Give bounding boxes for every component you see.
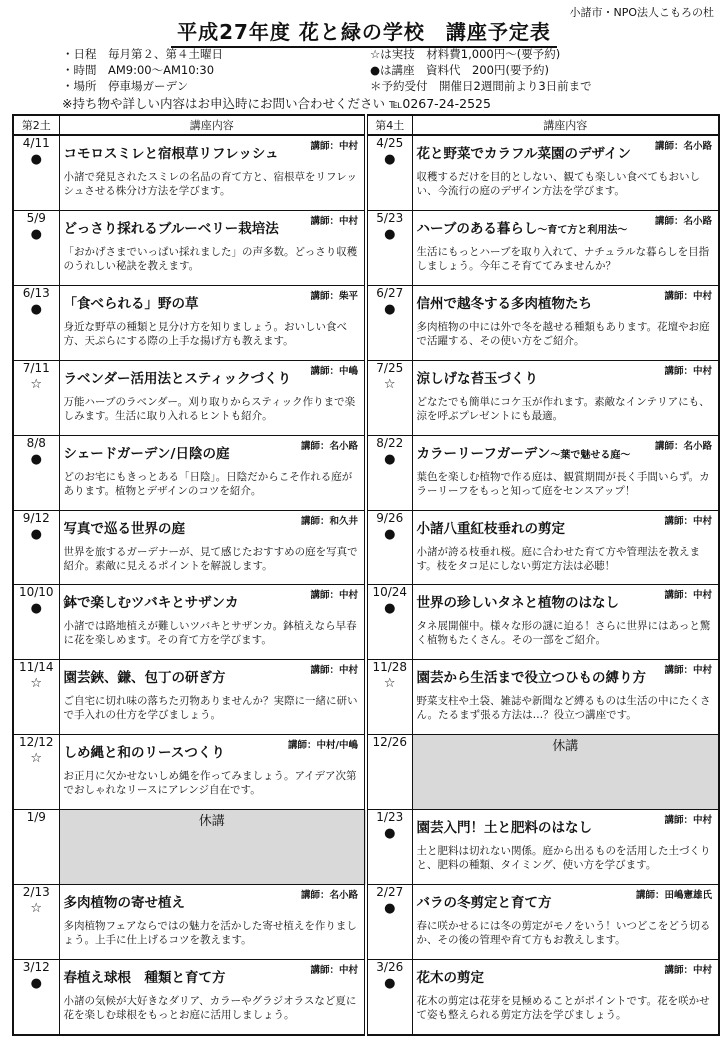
lecture-type-mark: ● xyxy=(30,601,42,617)
lecture-cell xyxy=(412,585,719,660)
lecture-description: 身近な野草の種類と見分け方を知りましょう。おいしい食べ方、天ぷらにする際の上手な揚げ方も教えます。 xyxy=(63,320,347,347)
lecture-title: 多肉植物の寄せ植え xyxy=(63,895,185,912)
lecture-title-wrap xyxy=(64,217,279,237)
lecture-title: コモロスミレと宿根草リフレッシュ xyxy=(63,146,279,162)
lecture-title-wrap xyxy=(64,591,239,611)
lecture-title-wrap xyxy=(64,142,279,162)
lecturer: 講師：田嶋憲雄氏 xyxy=(635,890,712,902)
lecture-type-mark: ● xyxy=(30,451,42,467)
lecturer: 講師：中村/中嶋 xyxy=(288,740,358,752)
holiday-cell xyxy=(412,735,719,810)
lecture-title: カラーリーフガーデン xyxy=(416,445,551,462)
lecture-date: 5/23 xyxy=(376,210,404,225)
lecture-title-wrap xyxy=(64,891,186,911)
date-cell xyxy=(13,585,59,660)
lecture-date: 11/14 xyxy=(18,660,54,675)
lecturer: 講師：名小路 xyxy=(300,890,358,902)
lecturer: 講師：中村 xyxy=(664,515,712,527)
lecture-cell xyxy=(59,660,366,735)
lecture-description: 生活にもっとハーブを取り入れて、ナチュラルな暮らしを目指しましょう。今年こそ育ててみませんか？ xyxy=(416,245,710,272)
lecture-type-mark: ● xyxy=(384,226,396,242)
lecture-cell xyxy=(59,360,366,435)
lecture-title: 小諸八重紅枝垂れの剪定 xyxy=(416,520,565,537)
lecture-cell xyxy=(412,360,719,435)
table-row xyxy=(13,810,719,885)
lecture-cell xyxy=(59,285,366,360)
lecture-date: 7/25 xyxy=(376,360,404,375)
info-line: ●は講座 資料代 200円(要予約) xyxy=(370,63,549,77)
lecture-cell xyxy=(59,885,366,960)
lecture-title-wrap xyxy=(417,891,552,911)
lecture-description: ご自宅に切れ味の落ちた刃物ありませんか？実際に一緒に研いで手入れの仕方を学びましょう。 xyxy=(63,695,358,722)
lecture-type-mark: ● xyxy=(384,152,396,167)
lecture-title-wrap xyxy=(417,292,593,312)
lecture-title: 世界の珍しいタネと植物のはなし xyxy=(416,595,619,612)
lecture-description: どなたでも簡単にコケ玉が作れます。素敵なインテリアにも、涼を呼ぶプレゼントにも最適。 xyxy=(416,395,710,422)
lecture-description: 花木の剪定は花芽を見極めることがポイントです。花を咲かせて姿も整えられる剪定方法を学びましょう。 xyxy=(416,994,710,1021)
lecture-title: ラベンダー活用法とスティックづくり xyxy=(63,370,292,387)
date-cell xyxy=(13,285,59,360)
date-cell xyxy=(366,585,412,660)
date-cell xyxy=(13,135,59,210)
lecture-date: 4/11 xyxy=(22,136,50,150)
lecture-date: 11/28 xyxy=(372,660,408,675)
lecture-title-wrap xyxy=(417,666,647,686)
lecture-type-mark: ● xyxy=(30,301,42,317)
lecture-cell xyxy=(412,660,719,735)
lecture-title: 春植え球根 種類と育て方 xyxy=(63,969,226,986)
col-header-sat2: 第2土 xyxy=(13,115,59,135)
lecture-date: 1/9 xyxy=(26,810,46,825)
lecture-date: 8/22 xyxy=(376,435,404,450)
lecture-description: 小諸の気候が大好きなダリア、カラーやグラジオラスなど夏に花を楽しむ球根をもっとお庭に活用しましょう。 xyxy=(63,994,357,1021)
lecture-date: 12/12 xyxy=(18,735,54,750)
lecture-cell xyxy=(59,210,366,285)
lecture-cell xyxy=(412,810,719,885)
date-cell xyxy=(366,360,412,435)
lecture-description: 小諸で発見されたスミレの名品の育て方と、宿根草をリフレッシュさせる株分け方法を学びます。 xyxy=(63,171,357,197)
table-row xyxy=(13,210,719,285)
table-row xyxy=(13,360,719,435)
lecture-title: シェードガーデン/日陰の庭 xyxy=(63,445,230,462)
lecture-date: 5/9 xyxy=(26,210,46,225)
info-line: ・時間 AM9:00〜AM10:30 xyxy=(62,63,215,77)
lecture-date: 3/26 xyxy=(376,959,404,974)
lecturer: 講師：中嶋 xyxy=(310,365,358,377)
lecture-date: 10/24 xyxy=(372,585,408,600)
lecture-date: 3/12 xyxy=(22,959,50,974)
date-cell xyxy=(13,660,59,735)
lecturer: 講師：中村 xyxy=(310,665,358,677)
lecturer: 講師：和久井 xyxy=(300,515,358,527)
lecture-title: 花と野菜でカラフル菜園のデザイン xyxy=(416,146,632,162)
lecture-title: 信州で越冬する多肉植物たち xyxy=(416,295,592,312)
lecture-type-mark: ☆ xyxy=(30,901,43,917)
table-header-row xyxy=(13,115,719,135)
lecture-cell xyxy=(412,510,719,585)
lecture-type-mark: ● xyxy=(384,601,396,617)
lecture-type-mark: ● xyxy=(30,226,42,242)
lecture-date: 8/8 xyxy=(26,435,46,450)
page-title: 平成27年度 花と緑の学校 講座予定表 xyxy=(0,16,728,45)
date-cell xyxy=(366,285,412,360)
lecture-title: 「食べられる」野の草 xyxy=(63,295,199,312)
lecture-subtitle: 〜育て方と利用法〜 xyxy=(537,224,628,236)
lecturer: 講師：中村 xyxy=(664,590,712,602)
lecture-date: 9/12 xyxy=(22,510,50,525)
lecture-cell xyxy=(412,959,719,1035)
lecturer: 講師：中村 xyxy=(664,665,712,677)
lecturer: 講師：中村 xyxy=(310,964,358,976)
organizer: 小諸市・NPO法人こもろの杜 xyxy=(569,6,714,19)
lecture-date: 7/11 xyxy=(22,360,50,375)
lecture-cell xyxy=(412,435,719,510)
info-line: ☆は実技 材料費1,000円〜(要予約) xyxy=(370,47,561,61)
date-cell xyxy=(366,135,412,210)
lecture-title: 園芸から生活まで役立つひもの縛り方 xyxy=(416,670,646,687)
lecture-title: 園芸鋏、鎌、包丁の研ぎ方 xyxy=(63,670,226,687)
lecture-date: 10/10 xyxy=(18,585,54,600)
lecture-description: 「おかげさまでいっぱい採れました」の声多数。どっさり収穫のうれしい秘訣を教えます。 xyxy=(63,245,358,272)
col-header-content: 講座内容 xyxy=(412,115,719,135)
lecture-cell xyxy=(59,735,366,810)
lecture-description: 葉色を楽しむ植物で作る庭は、観賞期間が長く手間いらず。カラーリーフをもっと知って庭をセンスアップ！ xyxy=(416,470,710,497)
lecturer: 講師：名小路 xyxy=(654,141,712,152)
lecture-type-mark: ☆ xyxy=(383,376,396,392)
table-row xyxy=(13,510,719,585)
holiday-label: 休講 xyxy=(552,739,579,755)
lecture-date: 2/13 xyxy=(22,885,50,900)
lecture-cell xyxy=(59,435,366,510)
lecture-cell xyxy=(59,135,366,210)
date-cell xyxy=(13,360,59,435)
lecture-cell xyxy=(412,210,719,285)
lecture-title: しめ縄と和のリースつくり xyxy=(63,745,225,762)
lecture-type-mark: ● xyxy=(384,301,396,317)
lecture-title: ハーブのある暮らし xyxy=(416,220,538,237)
lecture-description: 多肉植物の中には外で冬を越せる種類もあります。花壇やお庭で活躍する、その使い方をご紹介。 xyxy=(416,320,710,347)
contact-notice: ※持ち物や詳しい内容はお申込時にお問い合わせください ℡0267-24-2525 xyxy=(62,96,491,111)
info-line: ・日程 毎月第２、第４土曜日 xyxy=(62,47,223,61)
col-header-sat4: 第4土 xyxy=(366,115,412,135)
lecture-title-wrap xyxy=(417,816,593,836)
lecture-title-wrap xyxy=(417,442,631,462)
lecture-date: 1/23 xyxy=(376,810,404,825)
table-row xyxy=(13,135,719,210)
lecture-type-mark: ● xyxy=(30,975,42,991)
lecture-title-wrap xyxy=(64,741,225,761)
col-header-content: 講座内容 xyxy=(59,115,366,135)
lecture-title-wrap xyxy=(64,367,292,387)
info-line: ＊予約受付 開催日2週間前より3日前まで xyxy=(370,79,592,93)
lecture-description: 収穫するだけを目的としない、観ても楽しい食べてもおいしい、今流行の庭のデザイン方法を学びます。 xyxy=(416,171,700,197)
lecturer: 講師：中村 xyxy=(664,290,712,302)
lecture-title: 鉢で楽しむツバキとサザンカ xyxy=(63,595,239,612)
lecture-type-mark: ● xyxy=(384,451,396,467)
lecture-type-mark: ☆ xyxy=(30,376,43,392)
date-cell xyxy=(13,885,59,960)
table-row xyxy=(13,885,719,960)
lecture-cell xyxy=(412,135,719,210)
lecture-type-mark: ● xyxy=(384,526,396,542)
holiday-label: 休講 xyxy=(198,814,225,830)
lecturer: 講師：名小路 xyxy=(300,440,358,452)
lecturer: 講師：中村 xyxy=(664,815,712,827)
lecture-type-mark: ● xyxy=(384,975,396,991)
lecture-date: 12/26 xyxy=(372,735,408,750)
lecture-cell xyxy=(59,585,366,660)
lecture-title-wrap xyxy=(64,666,226,686)
lecture-type-mark: ● xyxy=(384,901,396,917)
lecturer: 講師：名小路 xyxy=(654,215,712,227)
date-cell xyxy=(13,959,59,1035)
date-cell xyxy=(366,210,412,285)
date-cell xyxy=(366,885,412,960)
lecture-description: 野菜支柱や土袋、雑誌や新聞など縛るものは生活の中にたくさん。たるまず張る方法は…？役立つ講座です。 xyxy=(416,695,711,722)
lecture-date: 6/27 xyxy=(376,285,404,300)
lecture-cell xyxy=(59,959,366,1035)
table-row xyxy=(13,735,719,810)
date-cell xyxy=(13,810,59,885)
lecturer: 講師：中村 xyxy=(664,365,712,377)
date-cell xyxy=(13,510,59,585)
lecturer: 講師：中村 xyxy=(664,964,712,976)
table-row xyxy=(13,585,719,660)
date-cell xyxy=(366,660,412,735)
date-cell xyxy=(13,735,59,810)
lecture-description: 世界を旅するガーデナーが、見て感じたおすすめの庭を写真で紹介。素敵に見えるポイントを解説します。 xyxy=(63,545,358,572)
lecturer: 講師：中村 xyxy=(310,590,358,602)
lecture-title-wrap xyxy=(64,517,186,537)
lecturer: 講師：中村 xyxy=(310,141,358,152)
lecture-title: 涼しげな苔玉づくり xyxy=(416,370,538,387)
lecture-title: 写真で巡る世界の庭 xyxy=(63,520,185,537)
lecture-description: どのお宅にもきっとある「日陰」。日陰だからこそ作れる庭があります。植物とデザインのコツを紹介。 xyxy=(63,470,353,497)
date-cell xyxy=(13,210,59,285)
lecture-type-mark: ● xyxy=(30,152,42,167)
lecture-date: 4/25 xyxy=(376,136,404,150)
lecture-title-wrap xyxy=(64,442,230,462)
lecture-title-wrap xyxy=(417,367,539,387)
lecture-type-mark: ☆ xyxy=(30,751,43,767)
schedule-table xyxy=(12,114,720,1036)
lecture-date: 9/26 xyxy=(376,510,404,525)
lecture-subtitle: 〜葉で魅せる庭〜 xyxy=(550,449,631,461)
date-cell xyxy=(366,435,412,510)
lecture-title-wrap xyxy=(417,217,628,237)
lecture-description: タネ展開催中。様々な形の謎に迫る！さらに世界にはあっと驚く植物もたくさん。その一部をご紹介。 xyxy=(416,620,711,647)
date-cell xyxy=(366,810,412,885)
info-line: ・場所 停車場ガーデン xyxy=(62,79,189,93)
table-row xyxy=(13,660,719,735)
lecture-title-wrap xyxy=(417,966,485,986)
date-cell xyxy=(366,959,412,1035)
lecture-cell xyxy=(412,285,719,360)
lecture-cell xyxy=(59,510,366,585)
lecture-description: 小諸では路地植えが難しいツバキとサザンカ。鉢植えなら早春に花を楽しめます。その育て方を学びます。 xyxy=(63,620,357,647)
lecture-date: 2/27 xyxy=(376,885,404,900)
lecture-title: 花木の剪定 xyxy=(416,969,484,986)
lecture-title-wrap xyxy=(417,517,566,537)
lecturer: 講師：柴平 xyxy=(310,290,358,302)
lecture-title-wrap xyxy=(64,292,199,312)
lecture-type-mark: ☆ xyxy=(30,676,43,692)
lecture-type-mark: ● xyxy=(384,826,396,842)
fee-info xyxy=(370,46,592,94)
lecture-title-wrap xyxy=(417,142,632,162)
lecturer: 講師：名小路 xyxy=(654,440,712,452)
lecture-description: 土と肥料は切れない関係。庭から出るものを活用した土づくりと、肥料の種類、タイミング、使い方を学びます。 xyxy=(416,845,711,872)
lecture-description: お正月に欠かせないしめ縄を作ってみましょう。アイデア次第でおしゃれなリースにアレンジ自在です。 xyxy=(63,770,357,797)
schedule-info xyxy=(62,46,223,94)
lecture-title: バラの冬剪定と育て方 xyxy=(416,895,552,912)
table-row xyxy=(13,435,719,510)
date-cell xyxy=(13,435,59,510)
lecture-description: 小諸が誇る枝垂れ桜。庭に合わせた育て方や管理法を教えます。枝をタコ足にしない剪定方法は必聴！ xyxy=(416,545,700,572)
lecture-date: 6/13 xyxy=(22,285,50,300)
lecture-description: 多肉植物フェアならではの魅力を活かした寄せ植えを作りましょう。上手に仕上げるコツを教えます。 xyxy=(63,920,357,947)
date-cell xyxy=(366,735,412,810)
lecture-title: どっさり採れるブルーベリー栽培法 xyxy=(63,220,279,237)
holiday-cell xyxy=(59,810,366,885)
lecture-type-mark: ● xyxy=(30,526,42,542)
lecture-description: 春に咲かせるには冬の剪定がモノをいう！いつどこをどう切るか、その後の管理や育て方もお教えします。 xyxy=(416,920,711,947)
lecture-description: 万能ハーブのラベンダー。刈り取りからスティック作りまで楽しみます。生活に取り入れるヒントも紹介。 xyxy=(63,395,356,422)
lecture-type-mark: ☆ xyxy=(383,676,396,692)
date-cell xyxy=(366,510,412,585)
lecture-title-wrap xyxy=(64,966,226,986)
lecture-cell xyxy=(412,885,719,960)
lecture-title: 園芸入門！土と肥料のはなし xyxy=(416,820,592,837)
lecturer: 講師：中村 xyxy=(310,215,358,227)
table-row xyxy=(13,959,719,1035)
table-row xyxy=(13,285,719,360)
lecture-title-wrap xyxy=(417,591,620,611)
